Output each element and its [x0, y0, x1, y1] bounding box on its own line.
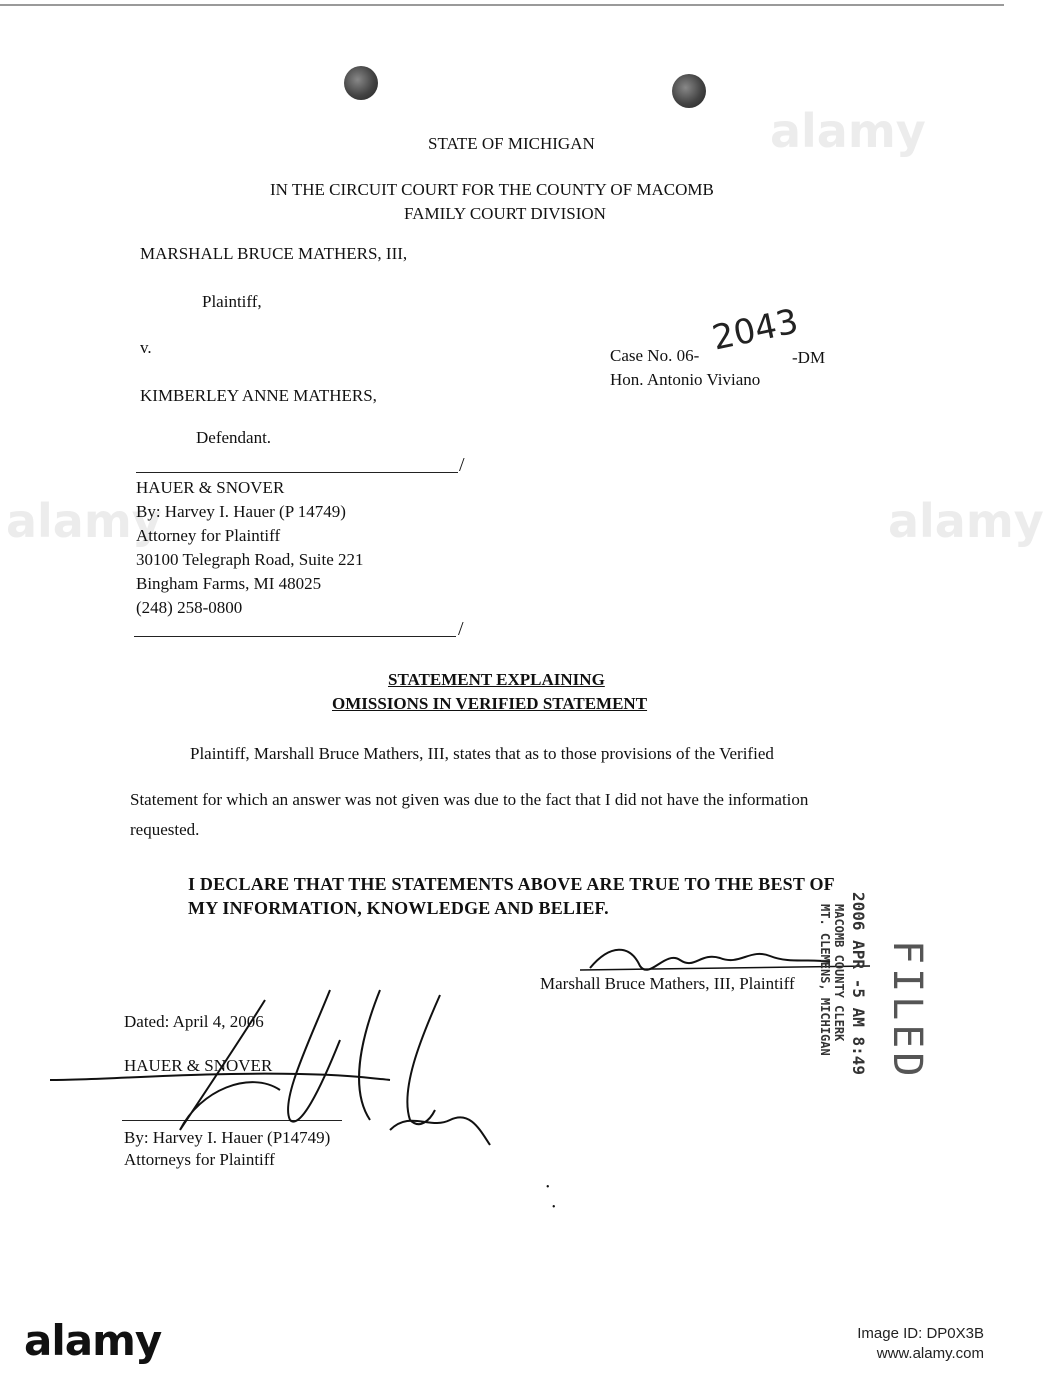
plaintiff-signature-label: Marshall Bruce Mathers, III, Plaintiff: [540, 974, 795, 993]
caption-division: FAMILY COURT DIVISION: [404, 204, 606, 223]
watermark-right: alamy: [888, 494, 1044, 548]
page-top-edge: [0, 4, 1004, 6]
heading-line1: STATEMENT EXPLAINING: [388, 670, 605, 689]
site-url: www.alamy.com: [876, 1345, 984, 1362]
speck-1: •: [546, 1182, 550, 1193]
watermark-top: alamy: [770, 104, 926, 158]
caption-court: IN THE CIRCUIT COURT FOR THE COUNTY OF MACOMB: [270, 180, 714, 199]
attorney-address2: Bingham Farms, MI 48025: [136, 574, 322, 593]
body-line3: requested.: [130, 820, 200, 839]
plaintiff-name: MARSHALL BRUCE MATHERS, III,: [140, 244, 408, 263]
attorney-firm: HAUER & SNOVER: [136, 478, 285, 497]
attorney-by: By: Harvey I. Hauer (P 14749): [136, 502, 346, 521]
attorney-address1: 30100 Telegraph Road, Suite 221: [136, 550, 364, 569]
dated-line: Dated: April 4, 2006: [124, 1012, 264, 1031]
defendant-name: KIMBERLEY ANNE MATHERS,: [140, 386, 377, 405]
attorney-rule-bottom: [134, 636, 456, 637]
alamy-logo: alamy: [24, 1316, 162, 1365]
attorney-rule-top: [136, 472, 458, 473]
rule-slash-bottom: /: [458, 618, 464, 640]
filing-stamp-clerk: MACOMB COUNTY CLERK: [832, 904, 846, 1042]
punch-hole-left: [344, 66, 378, 100]
heading-line2: OMISSIONS IN VERIFIED STATEMENT: [332, 694, 648, 713]
signature-firm: HAUER & SNOVER: [124, 1056, 273, 1075]
case-number-prefix: Case No. 06-: [610, 346, 700, 365]
filing-stamp-filed: FILED: [884, 940, 930, 1081]
filing-stamp-date: 2006 APR -5 AM 8:49: [849, 892, 868, 1076]
plaintiff-role: Plaintiff,: [202, 292, 262, 311]
body-line1: Plaintiff, Marshall Bruce Mathers, III, states that as to those provisions of the Verified: [190, 744, 774, 763]
attorney-phone: (248) 258-0800: [136, 598, 243, 617]
footer-image-info: [857, 1324, 984, 1364]
judge-name: Hon. Antonio Viviano: [610, 370, 761, 389]
watermark-left: alamy: [6, 494, 162, 548]
rule-slash-top: /: [459, 454, 465, 476]
case-number-handwritten: 2043: [708, 301, 802, 359]
declaration-line1: I DECLARE THAT THE STATEMENTS ABOVE ARE TRUE TO THE BEST OF: [188, 874, 835, 894]
stock-footer: [0, 1298, 1004, 1390]
body-line2: Statement for which an answer was not given was due to the fact that I did not have the information: [130, 790, 809, 809]
image-id: Image ID: DP0X3B: [857, 1325, 984, 1342]
signature-role: Attorneys for Plaintiff: [124, 1150, 275, 1169]
caption-state: STATE OF MICHIGAN: [428, 134, 595, 153]
versus: v.: [140, 338, 152, 357]
punch-hole-right: [672, 74, 706, 108]
attorney-role: Attorney for Plaintiff: [136, 526, 281, 545]
attorney-signature: [50, 980, 500, 1150]
signature-by: By: Harvey I. Hauer (P14749): [124, 1128, 331, 1147]
defendant-role: Defendant.: [196, 428, 272, 447]
declaration-line2: MY INFORMATION, KNOWLEDGE AND BELIEF.: [188, 898, 609, 918]
speck-2: •: [552, 1202, 556, 1213]
filing-stamp-city: MT. CLEMENS, MICHIGAN: [818, 904, 832, 1056]
case-number-suffix: -DM: [792, 348, 826, 367]
